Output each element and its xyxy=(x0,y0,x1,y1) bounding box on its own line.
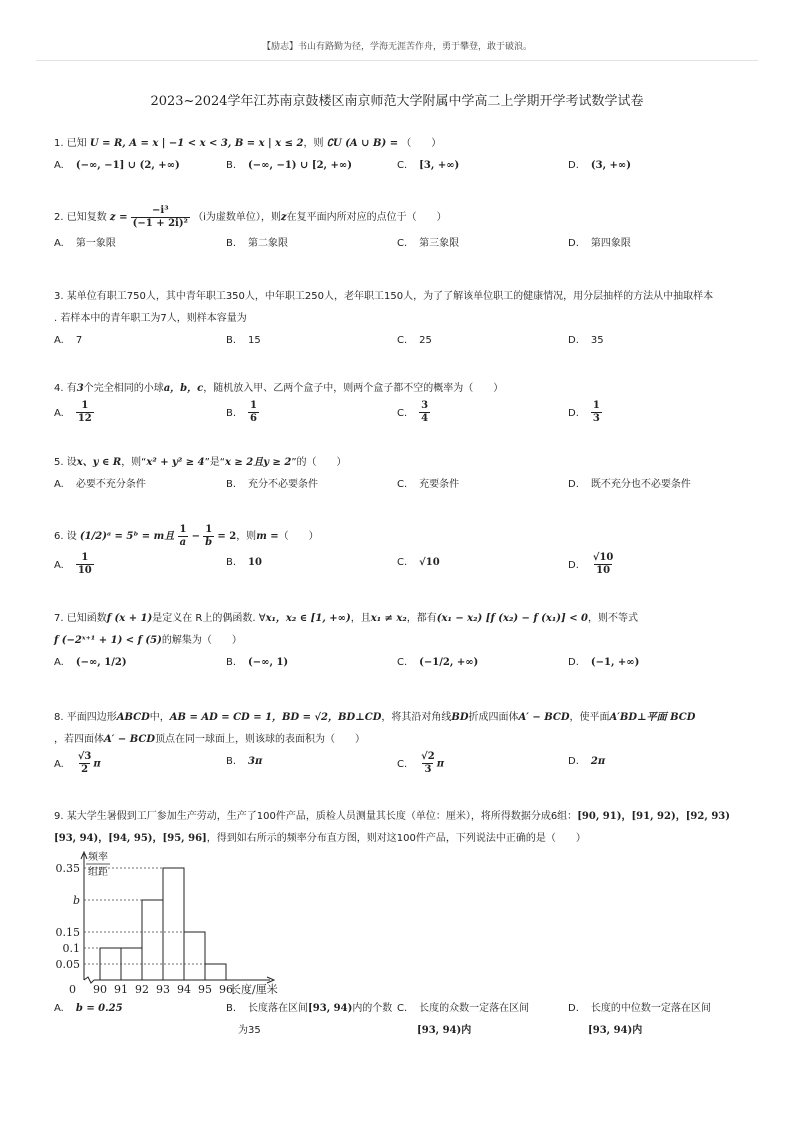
option-text: 第一象限 xyxy=(75,238,116,249)
question-stem xyxy=(54,133,744,155)
y-tick-label: 0.15 xyxy=(55,926,80,939)
option-c[interactable] xyxy=(397,330,432,352)
fraction xyxy=(76,552,94,577)
stem-text: 已知 xyxy=(66,138,87,149)
stem-text: ，得到如右所示的频率分布直方图，则对这100件产品，下列说法中正确的是（ ） xyxy=(206,833,586,844)
histogram-bar xyxy=(163,868,184,980)
option-key: B. xyxy=(226,657,237,668)
numerator: 1 xyxy=(250,400,258,411)
question-stem xyxy=(54,608,744,652)
header-divider xyxy=(36,60,758,61)
paper-title: 2023~2024学年江苏南京鼓楼区南京师范大学附属中学高二上学期开学考试数学试卷 xyxy=(150,94,644,109)
option-a[interactable] xyxy=(54,155,180,177)
option-c[interactable] xyxy=(397,998,529,1042)
option-c[interactable] xyxy=(397,552,440,574)
option-key: D. xyxy=(568,160,579,171)
option-d[interactable] xyxy=(568,474,691,496)
option-c[interactable] xyxy=(397,233,459,255)
option-b[interactable] xyxy=(226,751,262,773)
fraction xyxy=(131,205,190,230)
stem-text: ，将其沿对角线 xyxy=(381,712,452,723)
stem-math: = 2 xyxy=(217,531,237,542)
question-stem xyxy=(54,452,744,474)
option-text: 既不充分也不必要条件 xyxy=(590,479,691,490)
x-tick-label: 96 xyxy=(219,983,233,996)
denominator: (−1 + 2i)² xyxy=(132,217,188,229)
option-text: √10 xyxy=(419,557,440,568)
question-2 xyxy=(54,203,744,255)
stem-text: 的解集为（ ） xyxy=(161,635,242,646)
histogram-bar xyxy=(142,900,163,980)
option-c[interactable] xyxy=(397,474,459,496)
stem-text: ，使平面 xyxy=(569,712,610,723)
option-key: A. xyxy=(54,559,64,571)
stem-math: − xyxy=(191,531,200,542)
option-text: (−1/2, +∞) xyxy=(419,657,479,668)
question-number: 6. xyxy=(54,531,64,542)
stem-text: 平面四边形 xyxy=(66,712,117,723)
stem-text: ”是“ xyxy=(204,457,225,468)
option-key: A. xyxy=(54,1003,64,1014)
stem-math: (1/2)ᵃ = 5ᵇ = m且 xyxy=(79,531,175,542)
option-key: C. xyxy=(397,335,408,346)
option-key: B. xyxy=(226,335,237,346)
stem-math: ABCD xyxy=(116,712,150,723)
denominator: 4 xyxy=(421,413,429,424)
denominator: 3 xyxy=(592,413,600,424)
fraction xyxy=(203,524,214,549)
option-text: [93, 94)内 xyxy=(588,1025,643,1036)
option-key: A. xyxy=(54,758,64,770)
option-d[interactable] xyxy=(568,330,604,352)
denominator: 6 xyxy=(250,413,258,424)
question-number: 4. xyxy=(54,383,64,394)
option-key: D. xyxy=(568,1003,579,1014)
option-text: 为35 xyxy=(238,1025,261,1036)
option-d[interactable] xyxy=(568,751,605,773)
fraction xyxy=(76,400,94,425)
option-d[interactable] xyxy=(568,233,631,255)
option-key: D. xyxy=(568,479,579,490)
stem-text: （i为虚数单位），则 xyxy=(193,212,281,223)
option-text: 2π xyxy=(590,756,606,767)
stem-text: 折成四面体 xyxy=(468,712,519,723)
option-key: A. xyxy=(54,479,64,490)
stem-text: ，都有 xyxy=(406,613,437,624)
question-stem xyxy=(54,522,744,552)
stem-text: 中， xyxy=(149,712,170,723)
stem-text: 有 xyxy=(66,383,77,394)
stem-text: 某单位有职工750人，其中青年职工350人，中年职工250人，老年职工150人，为了了解该单位职工的健康情况，用分层抽样的方法从中抽取样本 xyxy=(66,291,714,302)
fraction xyxy=(591,400,602,425)
question-number: 3. xyxy=(54,291,64,302)
option-key: D. xyxy=(568,559,579,571)
option-d[interactable] xyxy=(568,400,602,425)
stem-text: 已知函数 xyxy=(66,613,107,624)
option-key: C. xyxy=(397,657,408,668)
denominator: 12 xyxy=(77,413,92,424)
x-tick-label: 90 xyxy=(93,983,107,996)
option-key: C. xyxy=(397,557,408,568)
option-text: 7 xyxy=(75,335,83,346)
stem-text: 顶点在同一球面上，则该球的表面积为（ ） xyxy=(155,734,366,745)
stem-math: x² + y² ≥ 4 xyxy=(146,457,205,468)
option-key: A. xyxy=(54,238,64,249)
denominator: 3 xyxy=(424,764,432,775)
option-b[interactable] xyxy=(226,400,259,425)
option-text: 第三象限 xyxy=(419,238,460,249)
fraction xyxy=(419,400,430,425)
option-text: (−∞, 1/2) xyxy=(75,657,127,668)
stem-text: ，则不等式 xyxy=(588,613,639,624)
stem-math: a，b，c xyxy=(163,383,204,394)
numerator: 1 xyxy=(205,523,213,535)
option-text: b = 0.25 xyxy=(75,1003,123,1014)
numerator: √3 xyxy=(77,751,92,762)
option-key: A. xyxy=(54,407,64,419)
option-text: [3, +∞) xyxy=(419,160,460,171)
origin-label: 0 xyxy=(69,983,76,996)
stem-text: . 若样本中的青年职工为7人，则样本容量为 xyxy=(54,313,247,324)
stem-math: A′ − BCD xyxy=(518,712,570,723)
stem-text: 在复平面内所对应的点位于（ ） xyxy=(286,212,447,223)
stem-text: ，则 xyxy=(236,531,257,542)
option-b[interactable] xyxy=(226,998,392,1042)
question-stem xyxy=(54,286,744,330)
option-key: B. xyxy=(226,1003,237,1014)
x-tick-label: 95 xyxy=(198,983,212,996)
option-key: B. xyxy=(226,557,237,568)
question-stem xyxy=(54,806,744,850)
stem-text: 设 xyxy=(66,457,77,468)
question-7 xyxy=(54,608,744,682)
option-suffix: π xyxy=(436,758,445,770)
denominator: 2 xyxy=(81,764,89,775)
stem-math: [90, 91)，[91, 92)，[92, 93) xyxy=(577,811,730,822)
option-text: 10 xyxy=(248,557,262,568)
frequency-histogram xyxy=(44,846,304,998)
option-text: 必要不充分条件 xyxy=(75,479,146,490)
stem-math: (x₁ − x₂) [f (x₂) − f (x₁)] < 0 xyxy=(436,613,589,624)
stem-math: BD xyxy=(451,712,469,723)
option-suffix: π xyxy=(93,758,101,770)
y-tick-label: 0.1 xyxy=(62,942,80,955)
option-b[interactable] xyxy=(226,155,352,177)
option-key: D. xyxy=(568,407,579,419)
x-tick-label: 93 xyxy=(156,983,170,996)
fraction xyxy=(419,751,437,776)
stem-math: z xyxy=(280,212,287,223)
options xyxy=(54,233,744,255)
option-d[interactable] xyxy=(568,652,639,674)
question-number: 7. xyxy=(54,613,64,624)
question-number: 8. xyxy=(54,712,64,723)
option-key: A. xyxy=(54,657,64,668)
option-key: B. xyxy=(226,756,237,767)
stem-text: 设 xyxy=(66,531,77,542)
stem-math: x₁，x₂ ∈ [1, +∞) xyxy=(265,613,351,624)
options xyxy=(54,155,744,177)
fraction xyxy=(177,524,188,549)
numerator: 1 xyxy=(179,523,187,535)
x-tick-label: 92 xyxy=(135,983,149,996)
option-math: [93, 94) xyxy=(308,1003,353,1014)
numerator: √2 xyxy=(421,751,435,762)
question-4 xyxy=(54,378,744,428)
option-c[interactable] xyxy=(397,751,444,776)
y-tick-label: 0.05 xyxy=(55,958,80,971)
option-d[interactable] xyxy=(568,155,631,177)
stem-math: A′BD⊥平面 BCD xyxy=(609,712,696,723)
option-text: 充分不必要条件 xyxy=(248,479,319,490)
option-key: C. xyxy=(397,238,408,249)
stem-text: ，且 xyxy=(350,613,371,624)
question-3 xyxy=(54,286,744,352)
header-motto: 【励志】书山有路勤为径，学海无涯苦作舟，勇于攀登，敢于破浪。 xyxy=(261,42,532,52)
stem-math: f (x + 1) xyxy=(106,613,153,624)
y-axis-label-bottom: 组距 xyxy=(88,867,108,878)
stem-math: ∁U (A ∪ B) = xyxy=(326,138,399,149)
option-b[interactable] xyxy=(226,330,261,352)
option-key: B. xyxy=(226,407,237,419)
option-text: (−∞, −1) ∪ [2, +∞) xyxy=(248,160,352,171)
question-5 xyxy=(54,452,744,496)
option-a[interactable] xyxy=(54,751,101,776)
option-text: 内的个数 xyxy=(352,1003,393,1014)
x-axis-label: 长度/厘米 xyxy=(230,983,278,996)
option-key: B. xyxy=(226,160,237,171)
stem-text: 个完全相同的小球 xyxy=(83,383,164,394)
y-tick-label: b xyxy=(72,894,80,907)
option-key: D. xyxy=(568,238,579,249)
question-number: 5. xyxy=(54,457,64,468)
option-key: D. xyxy=(568,335,579,346)
option-text: [93, 94)内 xyxy=(417,1025,472,1036)
option-b[interactable] xyxy=(226,233,288,255)
fraction xyxy=(591,552,616,577)
stem-text: ，若四面体 xyxy=(54,734,104,745)
option-a[interactable] xyxy=(54,474,146,496)
stem-math: [93, 94)，[94, 95)，[95, 96] xyxy=(54,833,207,844)
option-text: (−∞, 1) xyxy=(248,657,289,668)
numerator: −i³ xyxy=(152,204,169,216)
histogram-bar xyxy=(184,932,205,980)
numerator: 1 xyxy=(81,400,89,411)
option-key: A. xyxy=(54,160,64,171)
option-key: B. xyxy=(226,479,237,490)
option-text: 35 xyxy=(590,335,604,346)
denominator: 10 xyxy=(77,565,92,576)
stem-text: （ ） xyxy=(278,531,319,542)
option-key: D. xyxy=(568,756,579,767)
option-text: (−∞, −1] ∪ (2, +∞) xyxy=(75,160,180,171)
question-stem xyxy=(54,378,744,400)
option-key: C. xyxy=(397,160,408,171)
option-a[interactable] xyxy=(54,233,116,255)
stem-math: 3 xyxy=(76,383,84,394)
option-a[interactable] xyxy=(54,998,123,1020)
option-key: D. xyxy=(568,657,579,668)
denominator: 10 xyxy=(596,565,611,576)
option-a[interactable] xyxy=(54,552,94,577)
option-text: 第二象限 xyxy=(248,238,289,249)
option-text: 长度的中位数一定落在区间 xyxy=(590,1003,711,1014)
stem-math: x₁ ≠ x₂ xyxy=(370,613,407,624)
stem-math: f (−2ˣ⁺¹ + 1) < f (5) xyxy=(54,635,162,646)
option-d[interactable] xyxy=(568,552,615,577)
fraction xyxy=(76,751,94,776)
x-tick-label: 91 xyxy=(114,983,128,996)
options xyxy=(54,751,744,781)
option-key: A. xyxy=(54,335,64,346)
option-a[interactable] xyxy=(54,330,82,352)
question-number: 2. xyxy=(54,212,64,223)
option-key: C. xyxy=(397,758,408,770)
question-stem xyxy=(54,707,744,751)
stem-math: m = xyxy=(256,531,279,542)
option-key: C. xyxy=(397,407,408,419)
question-9 xyxy=(54,806,744,850)
numerator: √10 xyxy=(592,552,614,563)
options xyxy=(54,552,744,582)
question-8 xyxy=(54,707,744,781)
numerator: 3 xyxy=(421,400,429,411)
y-axis-label-top: 频率 xyxy=(88,852,108,863)
stem-text: 已知复数 xyxy=(66,212,107,223)
option-text: 3π xyxy=(248,756,263,767)
option-d[interactable] xyxy=(568,998,711,1042)
option-c[interactable] xyxy=(397,400,430,425)
histogram-bar xyxy=(205,964,226,980)
stem-math: x ≥ 2且y ≥ 2 xyxy=(224,457,292,468)
question-1 xyxy=(54,133,744,177)
stem-math: U = R, A = x | −1 < x < 3, B = x | x ≤ 2 xyxy=(89,138,304,149)
option-key: C. xyxy=(397,479,408,490)
denominator: a xyxy=(179,536,187,548)
stem-math: z = xyxy=(109,212,128,223)
options xyxy=(54,400,744,428)
stem-math: x、y ∈ R xyxy=(76,457,122,468)
stem-text: ，随机放入甲、乙两个盒子中，则两个盒子都不空的概率为（ ） xyxy=(203,383,504,394)
numerator: 1 xyxy=(81,552,89,563)
stem-text: （ ） xyxy=(401,138,442,149)
stem-text: ，则“ xyxy=(121,457,147,468)
option-key: C. xyxy=(397,1003,408,1014)
option-c[interactable] xyxy=(397,652,478,674)
stem-math: AB = AD = CD = 1，BD = √2，BD⊥CD xyxy=(169,712,382,723)
stem-text: 某大学生暑假到工厂参加生产劳动，生产了100件产品，质检人员测量其长度（单位：厘米），将所得数据分成6组： xyxy=(66,811,578,822)
stem-math: A′ − BCD xyxy=(104,734,156,745)
x-tick-label: 94 xyxy=(177,983,191,996)
denominator: b xyxy=(205,536,213,548)
stem-text: 是定义在 R上的偶函数. ∀ xyxy=(152,613,266,624)
question-number: 9. xyxy=(54,811,64,822)
stem-text: ”的（ ） xyxy=(291,457,347,468)
numerator: 1 xyxy=(592,400,600,411)
option-text: 15 xyxy=(248,335,261,346)
option-text: 长度的众数一定落在区间 xyxy=(419,1003,530,1014)
option-b[interactable] xyxy=(226,474,318,496)
option-c[interactable] xyxy=(397,155,459,177)
question-6 xyxy=(54,522,744,582)
option-a[interactable] xyxy=(54,652,127,674)
option-text: 充要条件 xyxy=(419,479,460,490)
option-key: B. xyxy=(226,238,237,249)
option-text: (3, +∞) xyxy=(590,160,631,171)
options xyxy=(54,652,744,682)
question-number: 1. xyxy=(54,138,64,149)
y-tick-label: 0.35 xyxy=(55,862,80,875)
option-a[interactable] xyxy=(54,400,94,425)
option-b[interactable] xyxy=(226,552,262,574)
option-b[interactable] xyxy=(226,652,288,674)
options xyxy=(54,474,744,496)
option-text: 第四象限 xyxy=(590,238,631,249)
question-stem xyxy=(54,203,744,233)
fraction xyxy=(248,400,259,425)
stem-text: ，则 xyxy=(303,138,324,149)
option-text: 25 xyxy=(419,335,432,346)
option-text: 长度落在区间 xyxy=(248,1003,309,1014)
option-text: (−1, +∞) xyxy=(590,657,640,668)
options xyxy=(54,330,744,352)
